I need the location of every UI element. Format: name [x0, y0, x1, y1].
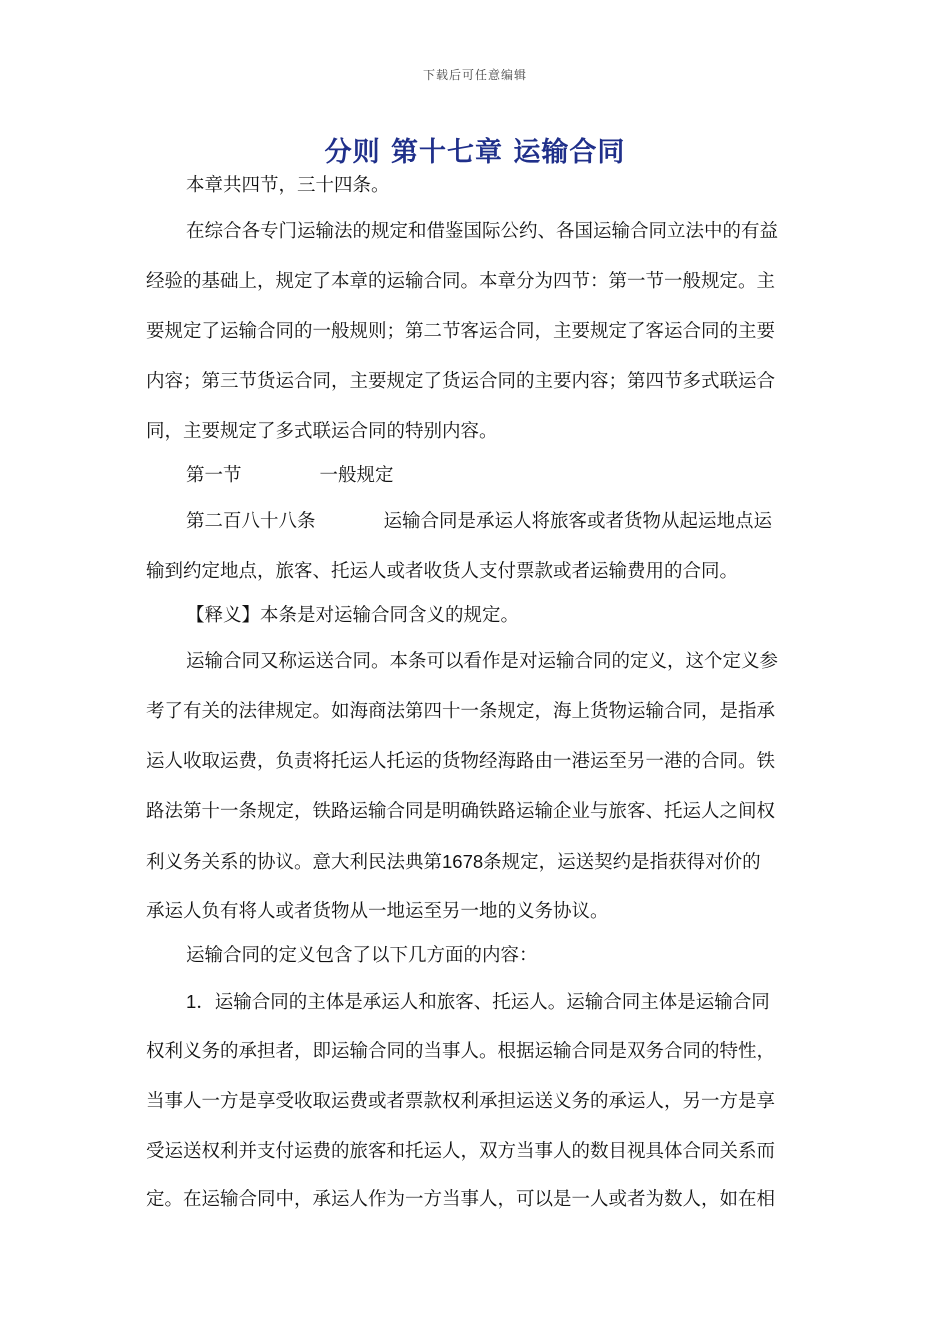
intro-line: 同，主要规定了多式联运合同的特别内容。	[146, 421, 498, 442]
article-number: 第二百八十八条	[186, 511, 316, 532]
paragraph-line: 运输合同的定义包含了以下几方面的内容：	[186, 945, 538, 966]
intro-line: 在综合各专门运输法的规定和借鉴国际公约、各国运输合同立法中的有益	[186, 221, 779, 242]
section-name: 一般规定	[319, 465, 394, 486]
section-heading	[146, 462, 842, 490]
paragraph-line: 权利义务的承担者，即运输合同的当事人。根据运输合同是双务合同的特性，	[146, 1041, 776, 1062]
article-text: 运输合同是承运人将旅客或者货物从起运地点运	[383, 511, 773, 532]
article-line	[146, 508, 842, 536]
interpretation-heading: 【释义】本条是对运输合同含义的规定。	[186, 605, 520, 626]
section-number: 第一节	[186, 465, 242, 486]
intro-line: 要规定了运输合同的一般规则；第二节客运合同，主要规定了客运合同的主要	[146, 321, 776, 342]
paragraph-line: 运输合同又称运送合同。本条可以看作是对运输合同的定义，这个定义参	[186, 651, 779, 672]
header-note: 下载后可任意编辑	[422, 68, 527, 82]
paragraph-line: 承运人负有将人或者货物从一地运至另一地的义务协议。	[146, 901, 609, 922]
intro-line: 内容；第三节货运合同，主要规定了货运合同的主要内容；第四节多式联运合	[146, 371, 776, 392]
paragraph-line: 运人收取运费，负责将托运人托运的货物经海路由一港运至另一港的合同。铁	[146, 751, 776, 772]
paragraph-line: 受运送权利并支付运费的旅客和托运人，双方当事人的数目视具体合同关系而	[146, 1141, 776, 1162]
article-line: 输到约定地点，旅客、托运人或者收货人支付票款或者运输费用的合同。	[146, 561, 739, 582]
paragraph-line: 考了有关的法律规定。如海商法第四十一条规定，海上货物运输合同，是指承	[146, 701, 776, 722]
list-item-number: 1	[186, 991, 197, 1012]
paragraph-line: 当事人一方是享受收取运费或者票款权利承担运送义务的承运人，另一方是享	[146, 1091, 776, 1112]
article-reference-number: 1678	[442, 851, 484, 872]
intro-summary: 本章共四节，三十四条。	[186, 175, 390, 196]
document-title: 分则 第十七章 运输合同	[324, 137, 626, 168]
paragraph-line: 定。在运输合同中，承运人作为一方当事人，可以是一人或者为数人，如在相	[146, 1189, 776, 1210]
intro-line: 经验的基础上，规定了本章的运输合同。本章分为四节：第一节一般规定。主	[146, 271, 776, 292]
paragraph-line: 利义务关系的协议。意大利民法典第1678条规定，运送契约是指获得对价的	[146, 851, 761, 873]
paragraph-line: 路法第十一条规定，铁路运输合同是明确铁路运输企业与旅客、托运人之间权	[146, 801, 776, 822]
list-item: 1．运输合同的主体是承运人和旅客、托运人。运输合同主体是运输合同	[186, 991, 770, 1013]
